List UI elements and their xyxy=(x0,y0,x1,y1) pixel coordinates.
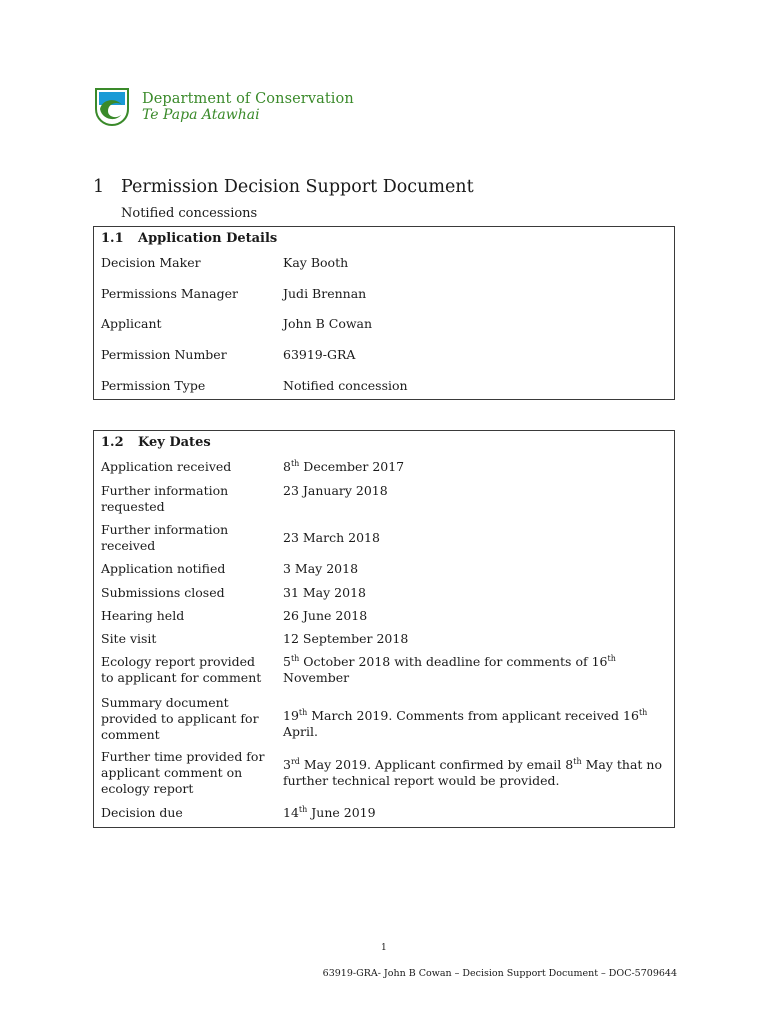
section-number: 1.1 xyxy=(101,231,124,246)
row-label: Application notified xyxy=(101,561,226,576)
row-value: Judi Brennan xyxy=(283,286,367,301)
doc-logo-icon xyxy=(94,87,130,127)
page-title xyxy=(93,177,474,197)
application-details-box xyxy=(93,226,675,400)
row-value: 14th June 2019 xyxy=(283,804,376,820)
row-value: 23 January 2018 xyxy=(283,483,388,498)
row-value: Kay Booth xyxy=(283,255,349,270)
section-heading xyxy=(101,435,211,450)
logo-line-2: Te Papa Atawhai xyxy=(142,107,260,123)
row-label: Permission Number xyxy=(101,347,227,362)
row-value: 31 May 2018 xyxy=(283,585,366,600)
row-label: Ecology report provided to applicant for comment xyxy=(101,654,262,685)
heading-number: 1 xyxy=(93,177,105,197)
subtitle: Notified concessions xyxy=(121,206,258,221)
section-title: Application Details xyxy=(138,231,278,246)
page-footer: 63919-GRA- John B Cowan – Decision Support Document – DOC-5709644 xyxy=(322,968,677,979)
row-label: Application received xyxy=(101,459,232,474)
row-label: Decision Maker xyxy=(101,255,201,270)
row-value: John B Cowan xyxy=(283,316,373,331)
section-number: 1.2 xyxy=(101,435,124,450)
row-label: Decision due xyxy=(101,805,183,820)
logo-line-1: Department of Conservation xyxy=(142,91,354,107)
row-label: Further information requested xyxy=(101,483,229,514)
row-label: Further information received xyxy=(101,522,229,553)
key-dates-box xyxy=(93,430,675,828)
section-heading xyxy=(101,231,277,246)
section-title: Key Dates xyxy=(138,435,211,450)
row-value: 19th March 2019. Comments from applicant received 16th April. xyxy=(283,707,648,739)
row-label: Applicant xyxy=(101,316,162,331)
row-label: Submissions closed xyxy=(101,585,225,600)
row-value: 63919-GRA xyxy=(283,347,356,362)
row-label: Permissions Manager xyxy=(101,286,238,301)
row-value: 23 March 2018 xyxy=(283,530,380,545)
row-value: 12 September 2018 xyxy=(283,631,409,646)
row-label: Summary document provided to applicant for comment xyxy=(101,695,259,742)
heading-title: Permission Decision Support Document xyxy=(121,177,474,197)
row-label: Site visit xyxy=(101,631,157,646)
row-value: 26 June 2018 xyxy=(283,608,368,623)
doc-logo xyxy=(94,87,354,127)
row-value: 3 May 2018 xyxy=(283,561,359,576)
row-value: Notified concession xyxy=(283,378,408,393)
row-value: 8th December 2017 xyxy=(283,458,405,474)
page-number: 1 xyxy=(381,943,387,953)
row-label: Hearing held xyxy=(101,608,185,623)
row-label: Further time provided for applicant comment on ecology report xyxy=(101,749,265,796)
row-label: Permission Type xyxy=(101,378,206,393)
row-value: 3rd May 2019. Applicant confirmed by email 8th May that no further technical report would be provided. xyxy=(283,756,662,788)
row-value: 5th October 2018 with deadline for comments of 16th November xyxy=(283,653,616,685)
